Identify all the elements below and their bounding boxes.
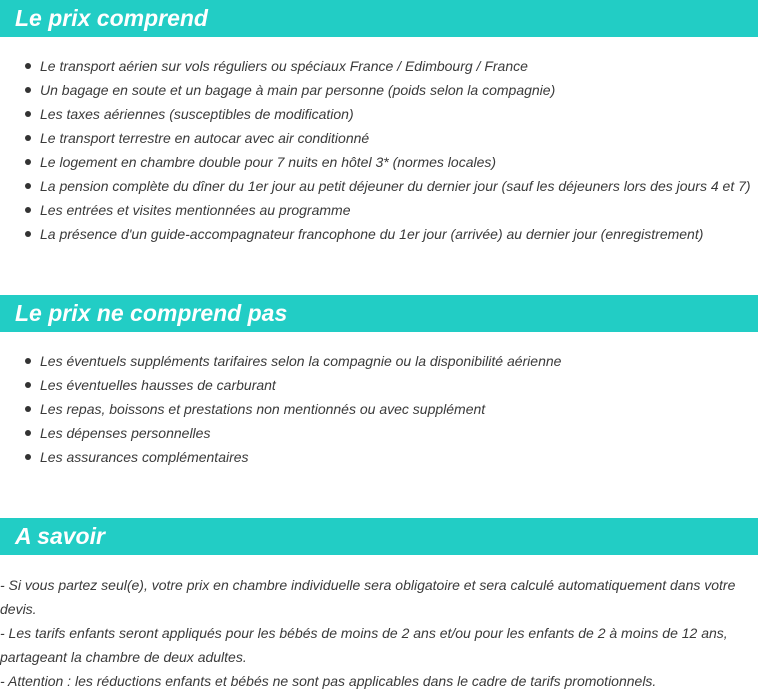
list-item-text: Les taxes aériennes (susceptibles de modification) (40, 106, 354, 122)
list-item (0, 445, 561, 469)
included-list (0, 54, 751, 246)
paragraph: - Les tarifs enfants seront appliqués pour les bébés de moins de 2 ans et/ou pour les enfants de 2 à moins de 12 ans, partageant la chambre de deux adultes. (0, 625, 728, 665)
paragraph: - Attention : les réductions enfants et bébés ne sont pas applicables dans le cadre de tarifs promotionnels. (0, 673, 657, 689)
list-item (0, 174, 751, 198)
list-item-text: Un bagage en soute et un bagage à main par personne (poids selon la compagnie) (40, 82, 556, 98)
list-item (0, 397, 561, 421)
bullet-icon (25, 406, 31, 412)
section-title-not-included: Le prix ne comprend pas (15, 300, 288, 326)
section-header-not-included (0, 295, 758, 332)
not-included-list (0, 349, 561, 469)
bullet-icon (25, 159, 31, 165)
bullet-icon (25, 382, 31, 388)
section-title-good-to-know: A savoir (15, 523, 105, 549)
bullet-icon (25, 207, 31, 213)
bullet-icon (25, 111, 31, 117)
list-item (0, 198, 751, 222)
list-item-text: Les éventuels suppléments tarifaires selon la compagnie ou la disponibilité aérienne (40, 353, 562, 369)
good-to-know-text (0, 573, 758, 693)
list-item-text: Les repas, boissons et prestations non mentionnés ou avec supplément (40, 401, 486, 417)
list-item (0, 126, 751, 150)
list-item-text: Le logement en chambre double pour 7 nuits en hôtel 3* (normes locales) (40, 154, 497, 170)
list-item-text: Les éventuelles hausses de carburant (40, 377, 276, 393)
list-item-text: Les entrées et visites mentionnées au programme (40, 202, 351, 218)
bullet-icon (25, 183, 31, 189)
list-item-text: Le transport aérien sur vols réguliers ou spéciaux France / Edimbourg / France (40, 58, 528, 74)
list-item-text: Les assurances complémentaires (40, 449, 249, 465)
list-item (0, 54, 751, 78)
bullet-icon (25, 454, 31, 460)
bullet-icon (25, 231, 31, 237)
list-item-text: La pension complète du dîner du 1er jour au petit déjeuner du dernier jour (sauf les déjeuners lors des jours 4 et 7) (40, 178, 751, 194)
list-item (0, 373, 561, 397)
list-item (0, 150, 751, 174)
list-item-text: Le transport terrestre en autocar avec air conditionné (40, 130, 370, 146)
list-item (0, 102, 751, 126)
list-item (0, 222, 751, 246)
list-item (0, 78, 751, 102)
paragraph: - Si vous partez seul(e), votre prix en chambre individuelle sera obligatoire et sera calculé automatiquement dans votre devis. (0, 577, 736, 617)
section-header-good-to-know (0, 518, 758, 555)
bullet-icon (25, 135, 31, 141)
bullet-icon (25, 358, 31, 364)
list-item (0, 421, 561, 445)
list-item (0, 349, 561, 373)
bullet-icon (25, 63, 31, 69)
list-item-text: Les dépenses personnelles (40, 425, 211, 441)
bullet-icon (25, 87, 31, 93)
bullet-icon (25, 430, 31, 436)
section-header-included (0, 0, 758, 37)
section-title-included: Le prix comprend (15, 5, 208, 31)
list-item-text: La présence d'un guide-accompagnateur francophone du 1er jour (arrivée) au dernier jour (enregistrement) (40, 226, 704, 242)
